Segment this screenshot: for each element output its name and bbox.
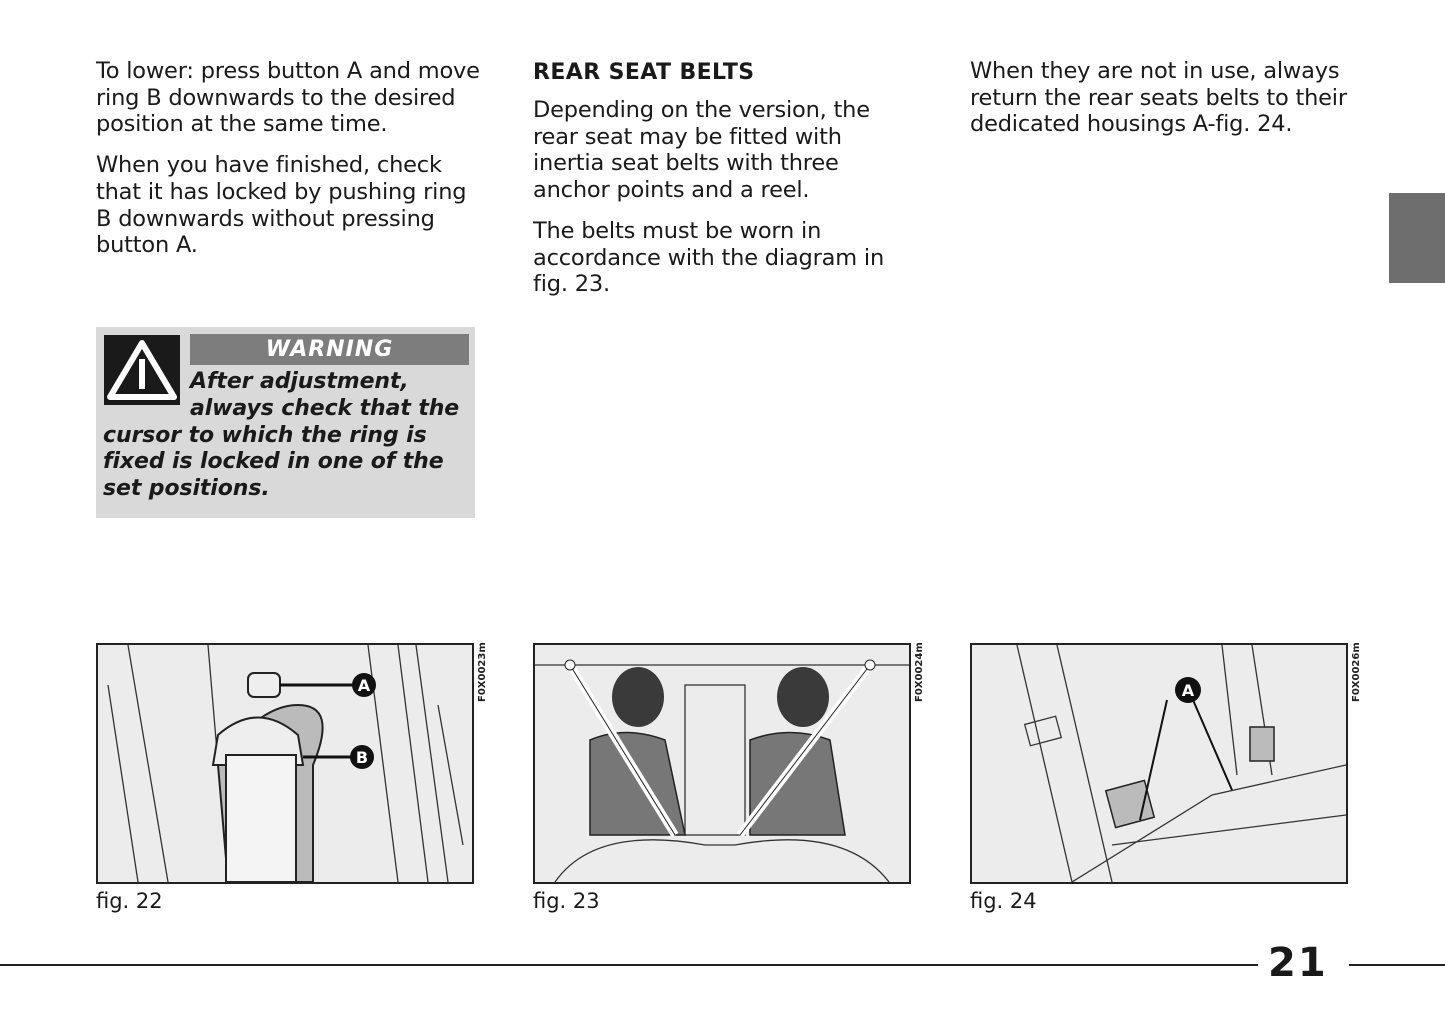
figure-23-caption: fig. 23 (533, 889, 600, 913)
figure-23-code: F0X0024m (914, 642, 925, 702)
label-a: A (357, 676, 371, 695)
column-left (96, 58, 481, 273)
warning-title: WARNING (190, 334, 469, 365)
rear-belts-description: Depending on the version, the rear seat may be fitted with inertia seat belts with three anchor points and a reel. (533, 97, 870, 204)
warning-text: After adjustment, always check that the cursor to which the ring is fixed is locked in one of the set positions. (103, 369, 460, 502)
section-tab-marker (1389, 193, 1445, 283)
label-a: A (1181, 681, 1195, 700)
column-right (970, 58, 1355, 152)
footer-rule-right (1349, 964, 1445, 966)
figure-24-code: F0X0026m (1351, 642, 1362, 702)
footer-rule-left (0, 964, 1258, 966)
storage-instructions: When they are not in use, always return the rear seats belts to their dedicated housings A-fig. 24. (970, 58, 1347, 138)
page-number: 21 (1268, 940, 1328, 986)
figure-24-belt-housings (970, 643, 1348, 884)
lock-check-instructions: When you have finished, check that it has locked by pushing ring B downwards without pressing button A. (96, 152, 467, 259)
figure-22-caption: fig. 22 (96, 889, 163, 913)
rear-belts-diagram-note: The belts must be worn in accordance with the diagram in fig. 23. (533, 217, 885, 298)
lowering-instructions: To lower: press button A and move ring B downwards to the desired position at the same time. (96, 58, 480, 138)
column-middle (533, 58, 918, 312)
figure-23-rear-belts-diagram (533, 643, 911, 884)
figure-24-caption: fig. 24 (970, 889, 1037, 913)
figure-22-code: F0X0023m (477, 642, 488, 702)
section-heading: REAR SEAT BELTS (533, 60, 755, 85)
warning-box (96, 327, 475, 518)
figure-22-belt-height-adjuster (96, 643, 474, 884)
label-b: B (355, 748, 369, 767)
